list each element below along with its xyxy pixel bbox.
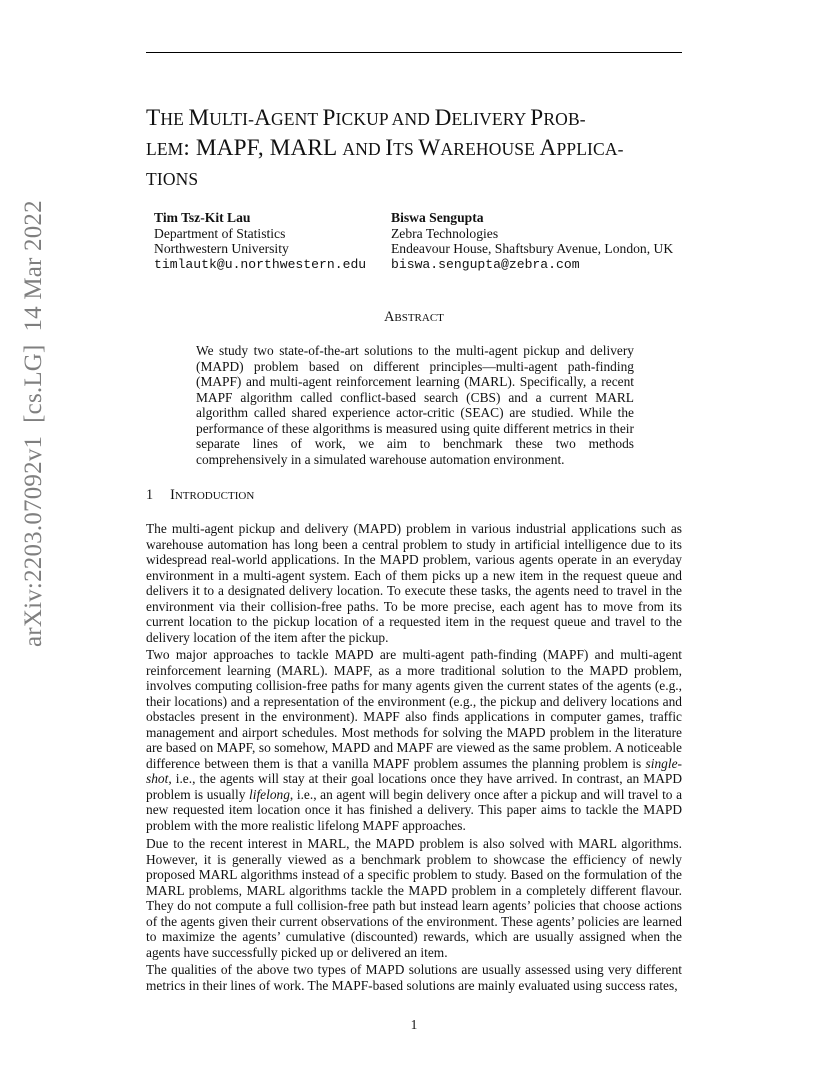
- title-text: TIONS: [146, 169, 199, 189]
- title-text: A: [539, 135, 557, 161]
- paragraph-run: , i.e., an agent will begin delivery once after a pickup and will travel to a new requested item location once it has finished a delivery. This paper aims to tackle the MAPD problem with the more realistic lifelong MAPF approaches.: [146, 786, 683, 834]
- title-text: : MAPF, MARL: [183, 135, 343, 161]
- section-heading-text: NTRODUCTION: [174, 490, 255, 502]
- author-block: [391, 210, 673, 272]
- section-number: 1: [146, 487, 154, 503]
- title-text: D: [434, 105, 452, 131]
- paragraph: [146, 647, 682, 834]
- arxiv-identifier-stamp[interactable]: arXiv:2203.07092v1 [cs.LG] 14 Mar 2022: [20, 200, 47, 647]
- paragraph-text: [146, 647, 682, 834]
- emphasis: single-shot: [146, 755, 682, 787]
- top-rule: [146, 52, 682, 53]
- title-text: M: [188, 105, 210, 131]
- title-text: ROB-: [543, 109, 586, 129]
- title-text: HE: [160, 109, 189, 129]
- title-line: [146, 164, 692, 194]
- abstract-heading-text: BSTRACT: [394, 312, 444, 324]
- title-text: ULTI-: [209, 109, 255, 129]
- paper-title: [146, 104, 692, 194]
- title-text: LEM: [146, 139, 184, 159]
- paragraph-run: Two major approaches to tackle MAPD are multi-agent path-finding (MAPF) and multi-agent reinforcement learning (MARL). MAPF, as a more traditional solution to the MAPD problem, involves computing collision-free paths for many agents given the current states of the agents (e.g., their locations) and a representation of the environment (e.g., the pickup and delivery locations and obstacles present in the environment). MAPF also finds applications in computer games, traffic management and airport schedules. Most methods for solving the MAPD problem in the literature are based on MAPF, so somehow, MAPD and MAPF are viewed as the same problem. A noticeable difference between them is that a vanilla MAPF problem assumes the planning problem is: [146, 647, 682, 771]
- abstract-heading-text: A: [384, 309, 395, 325]
- paragraph-text: The qualities of the above two types of MAPD solutions are usually assessed using very different metrics in their lines of work. The MAPF-based solutions are mainly evaluated using success rates,: [146, 962, 682, 993]
- author-block: [154, 210, 366, 272]
- title-text: AND: [342, 139, 386, 159]
- abstract-heading: [0, 309, 828, 326]
- author-name: Biswa Sengupta: [391, 210, 484, 225]
- title-text: AREHOUSE: [440, 139, 540, 159]
- author-affiliation: Endeavour House, Shaftsbury Avenue, London, UK: [391, 241, 674, 256]
- author-department: Department of Statistics: [154, 225, 286, 241]
- title-text: ICKUP AND: [335, 109, 435, 129]
- title-line: [146, 104, 692, 134]
- emphasis: lifelong: [249, 786, 290, 802]
- page-number: 1: [410, 1017, 418, 1032]
- author-name: Tim Tsz-Kit Lau: [154, 210, 251, 225]
- paragraph-text: The multi-agent pickup and delivery (MAPD) problem in various industrial applications such as warehouse automation has long been a central problem to study in artificial intelligence due to its widespread real-world applications. In the MAPD problem, various agents operate in an everyday environment in a multi-agent system. Each of them picks up a new item in the request queue and delivers it to a designated delivery location. To execute these tasks, the agents need to travel in the environment via their collision-free paths. To be more precise, each agent has to move from its current location to the pickup location of a requested item in the request queue and travel to the delivery location of the item after the pickup.: [146, 521, 682, 645]
- paragraph: [146, 521, 682, 645]
- title-text: GENT: [271, 109, 323, 129]
- title-text: A: [254, 105, 271, 131]
- author-department: Zebra Technologies: [391, 225, 499, 241]
- title-text: W: [418, 135, 441, 161]
- paragraph: [146, 962, 682, 993]
- paragraph-run: , i.e., the agents will stay at their goal locations once they have arrived. In contrast, an MAPD problem is usually: [146, 771, 682, 802]
- title-text: T: [146, 105, 161, 131]
- section-heading-text: I: [170, 487, 175, 503]
- title-text: P: [322, 105, 336, 131]
- title-text: ELIVERY: [451, 109, 531, 129]
- section-heading: [146, 487, 254, 504]
- paragraph: [146, 836, 682, 960]
- title-text: I: [385, 135, 394, 161]
- author-email[interactable]: timlautk@u.northwestern.edu: [154, 256, 367, 272]
- author-affiliation: Northwestern University: [154, 241, 289, 256]
- abstract-text: We study two state-of-the-art solutions to the multi-agent pickup and delivery (MAPD) problem based on different principles—multi-agent path-finding (MAPF) and multi-agent reinforcement learning (MARL). Specifically, a recent MAPF algorithm called conflict-based search (CBS) and a current MARL algorithm called shared experience actor-critic (SEAC) are studied. While the performance of these algorithms is measured using quite different metrics in their separate lines of work, we aim to benchmark these two methods comprehensively in a simulated warehouse automation environment.: [196, 343, 634, 467]
- title-text: TS: [393, 139, 419, 159]
- paragraph-text: Due to the recent interest in MARL, the MAPD problem is also solved with MARL algorithms. However, it is generally viewed as a benchmark problem to showcase the efficiency of newly proposed MARL algorithms instead of a specific problem to study. Based on the formulation of the MARL problems, MARL algorithms tackle the MAPD problem in a completely different flavour. They do not compute a full collision-free path but instead learn agents’ policies that choose actions of the agents given their current observations of the environment. These agents’ policies are learned to maximize the agents’ cumulative (discounted) rewards, which are usually assigned when the agents have successfully picked up or delivered an item.: [146, 836, 682, 960]
- title-line: [146, 134, 692, 164]
- title-text: P: [530, 105, 544, 131]
- author-email[interactable]: biswa.sengupta@zebra.com: [391, 256, 580, 272]
- title-text: PPLICA-: [556, 139, 624, 159]
